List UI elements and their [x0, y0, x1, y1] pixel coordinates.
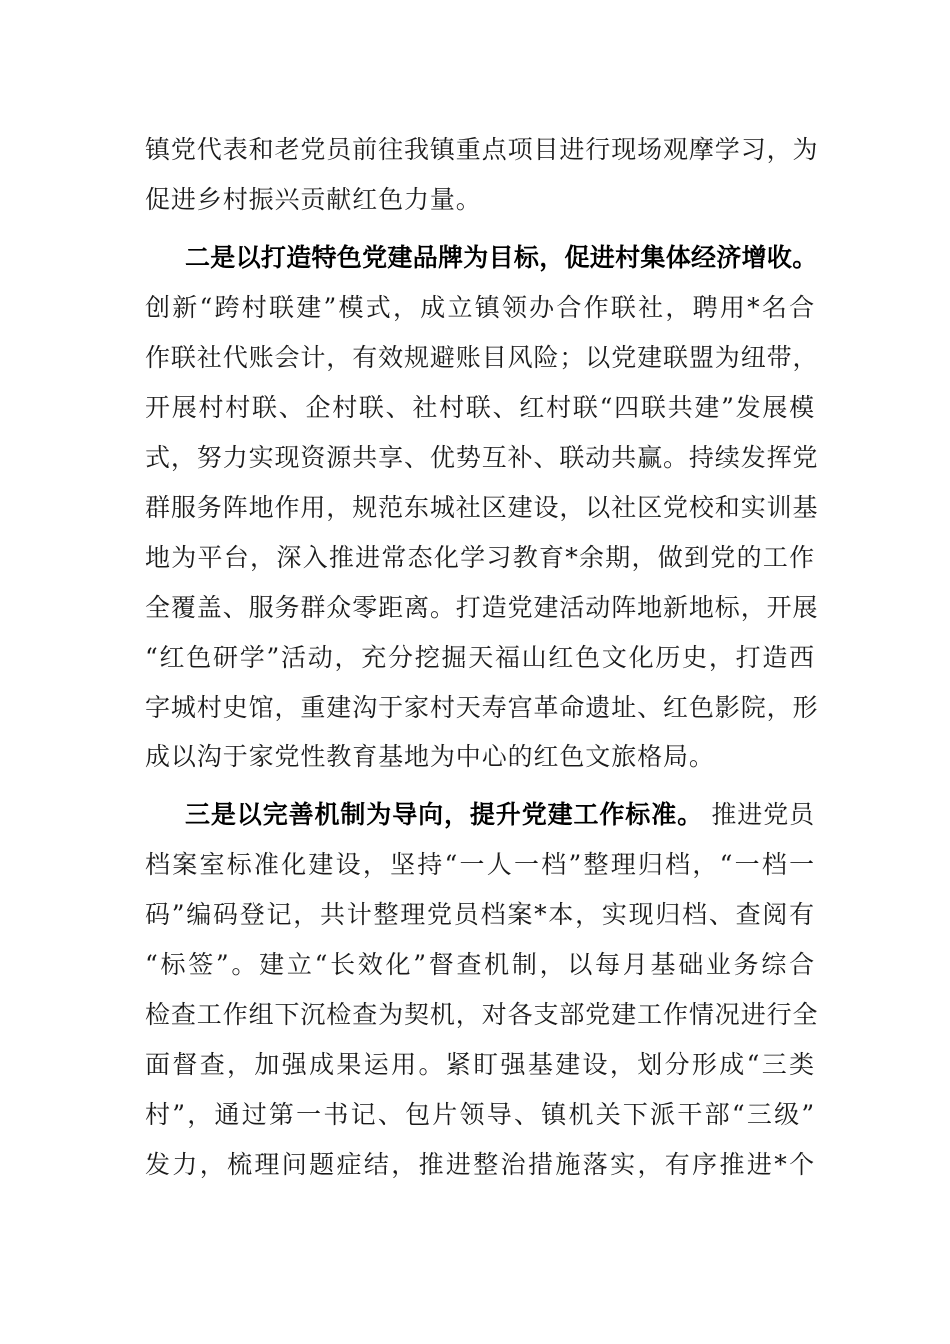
p3-line-5: 面督查，加强成果运用。紧盯强基建设，划分形成“三类: [145, 1050, 815, 1079]
p2-line-8: “红色研学”活动，充分挖掘天福山红色文化历史，打造西: [145, 643, 815, 672]
p2-line-6: 地为平台，深入推进常态化学习教育*余期，做到党的工作: [145, 543, 815, 572]
p3-line-1: 档案室标准化建设，坚持“一人一档”整理归档，“一档一: [145, 850, 815, 879]
p2-line-2: 作联社代账会计，有效规避账目风险；以党建联盟为纽带，: [145, 343, 819, 372]
p2-line-10: 成以沟于家党性教育基地为中心的红色文旅格局。: [145, 742, 715, 771]
p3-heading-tail: 推进党员: [711, 800, 815, 829]
p3-line-6: 村”，通过第一书记、包片领导、镇机关下派干部“三级”: [145, 1100, 815, 1129]
p3-line-3: “标签”。建立“长效化”督查机制，以每月基础业务综合: [145, 950, 815, 979]
p2-line-9: 字城村史馆，重建沟于家村天寿宫革命遗址、红色影院，形: [145, 693, 819, 722]
p1-line-2: 促进乡村振兴贡献红色力量。: [145, 185, 482, 214]
p3-first-line: [185, 795, 815, 835]
p3-line-7: 发力，梳理问题症结，推进整治措施落实，有序推进*个: [145, 1150, 815, 1179]
p2-line-1: 创新“跨村联建”模式，成立镇领办合作联社，聘用*名合: [145, 293, 815, 322]
p2-line-4: 式，努力实现资源共享、优势互补、联动共赢。持续发挥党: [145, 443, 819, 472]
p2-line-3: 开展村村联、企村联、社村联、红村联“四联共建”发展模: [145, 393, 815, 422]
p2-line-5: 群服务阵地作用，规范东城社区建设，以社区党校和实训基: [145, 493, 819, 522]
p3-heading: 三是以完善机制为导向，提升党建工作标准。: [185, 800, 704, 829]
p2-heading: 二是以打造特色党建品牌为目标，促进村集体经济增收。: [185, 243, 818, 272]
p3-line-2: 码”编码登记，共计整理党员档案*本，实现归档、查阅有: [145, 900, 815, 929]
p3-line-4: 检查工作组下沉检查为契机，对各支部党建工作情况进行全: [145, 1000, 819, 1029]
p1-line-1: 镇党代表和老党员前往我镇重点项目进行现场观摩学习，为: [145, 135, 819, 164]
p2-line-7: 全覆盖、服务群众零距离。打造党建活动阵地新地标，开展: [145, 593, 819, 622]
